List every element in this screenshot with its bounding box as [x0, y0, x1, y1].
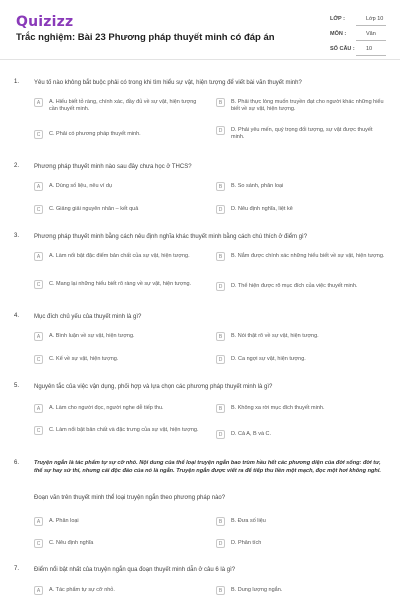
meta-label-count: SỐ CÂU :	[330, 46, 355, 52]
question-text: Phương pháp thuyết minh bằng cách nêu định nghĩa khác thuyết minh bằng cách chú thích ở điểm gì?	[34, 234, 308, 240]
option-letter-box: B	[216, 332, 225, 341]
option-letter-box: A	[34, 404, 43, 413]
option-letter-box: A	[34, 252, 43, 261]
option-letter-box: B	[216, 586, 225, 595]
question-text: Điểm nổi bật nhất của truyện ngắn qua đoạn thuyết minh dẫn ở câu 6 là gì?	[34, 567, 236, 573]
option-letter-box: B	[216, 404, 225, 413]
quizizz-logo: Quizizz	[16, 14, 74, 30]
option-text: D. Phân tích	[231, 540, 262, 546]
option-c[interactable]	[34, 280, 204, 289]
option-letter-box: A	[34, 98, 43, 107]
reading-passage: Truyện ngắn là tác phẩm tự sự cỡ nhỏ. Nội dung của thể loại truyện ngắn bao trùm hầu hết các phương diện của đời sống: đời tư, thế sự hay sử thi, nhưng cái độc đáo của nó là ngắn. Truyện ngắn được viết ra để tiếp thu liền một mạch, đọc một hơi không nghỉ.	[34, 460, 381, 474]
option-b[interactable]	[216, 586, 386, 595]
option-text: D. Phải yêu mến, quý trọng đối tượng, sự vật được thuyết minh.	[231, 127, 373, 140]
option-text: A. Phân loại	[49, 518, 79, 524]
question-number: 7.	[14, 566, 20, 572]
option-text: A. Làm nổi bật đặc điểm bản chất của sự vật, hiện tượng.	[49, 253, 190, 259]
option-text: C. Giảng giải nguyên nhân – kết quả	[49, 206, 139, 212]
option-text: D. Ca ngợi sự vật, hiện tượng.	[231, 356, 306, 362]
question-number: 1.	[14, 79, 20, 85]
option-d[interactable]	[216, 355, 386, 364]
page-title: Trắc nghiệm: Bài 23 Phương pháp thuyết minh có đáp án	[16, 32, 275, 43]
option-text: A. Bình luận về sự vật, hiện tượng.	[49, 333, 135, 339]
option-letter-box: A	[34, 332, 43, 341]
option-text: C. Phải có phương pháp thuyết minh.	[49, 131, 141, 137]
option-a[interactable]	[34, 252, 204, 261]
option-b[interactable]	[216, 98, 386, 113]
question-number: 4.	[14, 313, 20, 319]
meta-divider	[356, 25, 386, 26]
option-c[interactable]	[34, 205, 204, 214]
option-d[interactable]	[216, 282, 386, 291]
option-letter-box: C	[34, 355, 43, 364]
question-text: Đoạn văn trên thuyết minh thể loại truyện ngắn theo phương pháp nào?	[34, 495, 226, 501]
option-letter-box: A	[34, 517, 43, 526]
option-letter-box: D	[216, 126, 225, 135]
option-letter-box: B	[216, 182, 225, 191]
question-text: Phương pháp thuyết minh nào sau đây chưa học ở THCS?	[34, 164, 192, 170]
option-text: A. Hiểu biết tỏ ràng, chính xác, đầy đủ về sự vật, hiện tượng cần thuyết minh.	[49, 99, 197, 112]
option-a[interactable]	[34, 98, 204, 113]
question-number: 2.	[14, 163, 20, 169]
option-text: B. Không xa rời mục đích thuyết minh.	[231, 405, 325, 411]
question-text: Yêu tố nào không bắt buộc phải có trong khi tìm hiểu sự vật, hiện tượng để viết bài văn thuyết minh?	[34, 80, 302, 86]
option-letter-box: A	[34, 586, 43, 595]
option-text: C. Nêu định nghĩa	[49, 540, 94, 546]
option-b[interactable]	[216, 332, 386, 341]
option-letter-box: B	[216, 517, 225, 526]
option-letter-box: D	[216, 430, 225, 439]
meta-divider	[356, 40, 386, 41]
option-letter-box: B	[216, 98, 225, 107]
option-letter-box: C	[34, 426, 43, 435]
meta-value-grade: Lớp 10	[366, 16, 384, 22]
option-letter-box: D	[216, 282, 225, 291]
question-number: 5.	[14, 383, 20, 389]
question-number: 6.	[14, 460, 20, 466]
question-text: Mục đích chủ yếu của thuyết minh là gì?	[34, 314, 142, 320]
option-letter-box: C	[34, 205, 43, 214]
option-a[interactable]	[34, 404, 204, 413]
option-d[interactable]	[216, 126, 386, 141]
option-text: B. Dung lượng ngắn.	[231, 587, 283, 593]
option-text: C. Làm nổi bật bản chất và đặc trưng của sự vật, hiện tượng.	[49, 427, 199, 433]
option-b[interactable]	[216, 252, 386, 261]
option-text: B. Nói thật rõ về sự vật, hiện tượng.	[231, 333, 319, 339]
option-letter-box: D	[216, 539, 225, 548]
meta-divider	[356, 55, 386, 56]
option-text: A. Dùng số liệu, nêu ví dụ	[49, 183, 112, 189]
option-letter-box: C	[34, 130, 43, 139]
option-a[interactable]	[34, 182, 204, 191]
option-b[interactable]	[216, 517, 386, 526]
question-number: 3.	[14, 233, 20, 239]
option-d[interactable]	[216, 539, 386, 548]
option-letter-box: D	[216, 205, 225, 214]
meta-label-subject: MÔN :	[330, 31, 347, 37]
option-letter-box: D	[216, 355, 225, 364]
option-b[interactable]	[216, 404, 386, 413]
meta-value-count: 10	[366, 46, 373, 52]
option-text: D. Cả A, B và C.	[231, 431, 272, 437]
option-text: B. Nắm được chính xác những hiểu biết về sự vật, hiện tượng.	[231, 253, 385, 259]
option-a[interactable]	[34, 586, 204, 595]
option-text: C. Kể về sự vật, hiện tượng.	[49, 356, 119, 362]
option-letter-box: C	[34, 280, 43, 289]
option-text: D. Thể hiện được rõ mục đích của việc thuyết minh.	[231, 283, 358, 289]
option-c[interactable]	[34, 130, 204, 139]
option-letter-box: C	[34, 539, 43, 548]
option-text: B. Phải thực lòng muốn truyền đạt cho người khác những hiểu biết về sự vật, hiện tượng.	[231, 99, 384, 112]
option-a[interactable]	[34, 332, 204, 341]
option-c[interactable]	[34, 539, 204, 548]
option-text: D. Nêu định nghĩa, liệt kê	[231, 206, 293, 212]
option-text: B. So sánh, phân loại	[231, 183, 284, 189]
option-text: A. Làm cho người đọc, người nghe dễ tiếp thu.	[49, 405, 164, 411]
option-d[interactable]	[216, 430, 386, 439]
worksheet-header	[0, 0, 400, 60]
question-text: Nguyên tắc của việc vận dụng, phối hợp và lựa chọn các phương pháp thuyết minh là gì?	[34, 384, 273, 390]
option-letter-box: A	[34, 182, 43, 191]
option-text: C. Mang lại những hiểu biết rõ ràng về sự vật, hiện tượng.	[49, 281, 192, 287]
option-c[interactable]	[34, 426, 204, 435]
option-letter-box: B	[216, 252, 225, 261]
option-text: B. Đưa số liệu	[231, 518, 266, 524]
option-c[interactable]	[34, 355, 204, 364]
meta-value-subject: Văn	[366, 31, 376, 37]
option-a[interactable]	[34, 517, 204, 526]
meta-label-grade: LỚP :	[330, 16, 345, 22]
option-text: A. Tác phẩm tự sự cỡ nhỏ.	[49, 587, 115, 593]
option-b[interactable]	[216, 182, 386, 191]
option-d[interactable]	[216, 205, 386, 214]
